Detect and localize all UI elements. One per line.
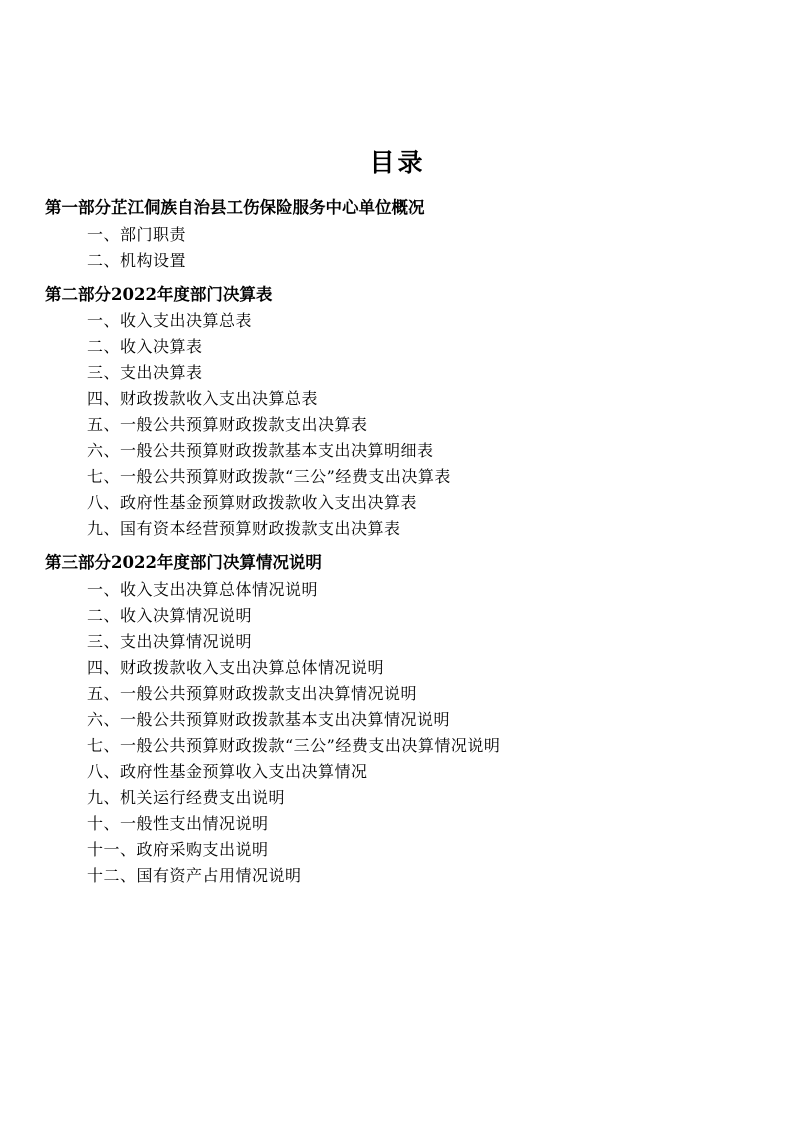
toc-entry[interactable]: 五、一般公共预算财政拨款支出决算表 (87, 415, 368, 434)
toc-section-heading[interactable]: 第三部分2022年度部门决算情况说明 (45, 553, 322, 572)
toc-entry[interactable]: 一、收入支出决算总体情况说明 (87, 579, 319, 599)
toc-entry[interactable]: 九、国有资本经营预算财政拨款支出决算表 (87, 519, 401, 538)
toc-entry[interactable]: 十一、政府采购支出说明 (87, 839, 269, 859)
toc-entry[interactable]: 十二、国有资产占用情况说明 (87, 865, 302, 885)
toc-entry[interactable]: 二、收入决算表 (87, 337, 203, 356)
toc-entry[interactable]: 四、财政拨款收入支出决算总表 (87, 389, 319, 408)
toc-entry[interactable]: 三、支出决算情况说明 (87, 631, 253, 651)
toc-entry[interactable]: 四、财政拨款收入支出决算总体情况说明 (87, 657, 385, 677)
toc-entry[interactable]: 五、一般公共预算财政拨款支出决算情况说明 (87, 683, 418, 703)
toc-entry[interactable]: 十、一般性支出情况说明 (87, 813, 269, 833)
toc-entry[interactable]: 一、部门职责 (87, 224, 187, 244)
toc-entry[interactable]: 九、机关运行经费支出说明 (87, 787, 286, 807)
toc-section-heading[interactable]: 第二部分2022年度部门决算表 (45, 284, 273, 304)
toc-entry[interactable]: 一、收入支出决算总表 (87, 311, 253, 330)
table-of-contents (45, 200, 750, 884)
toc-entry[interactable]: 六、一般公共预算财政拨款基本支出决算情况说明 (87, 709, 451, 729)
toc-entry[interactable]: 七、一般公共预算财政拨款“三公”经费支出决算表 (87, 467, 451, 486)
toc-entry[interactable]: 三、支出决算表 (87, 363, 203, 382)
page-content (45, 0, 750, 894)
toc-entry[interactable]: 二、机构设置 (87, 250, 187, 270)
toc-entry[interactable]: 二、收入决算情况说明 (87, 605, 253, 625)
toc-entry[interactable]: 八、政府性基金预算财政拨款收入支出决算表 (87, 493, 418, 512)
toc-entry[interactable]: 六、一般公共预算财政拨款基本支出决算明细表 (87, 441, 434, 460)
page-title: 目录 (369, 148, 426, 177)
toc-section-heading[interactable]: 第一部分芷江侗族自治县工伤保险服务中心单位概况 (45, 198, 425, 217)
toc-entry[interactable]: 七、一般公共预算财政拨款“三公”经费支出决算情况说明 (87, 735, 501, 755)
toc-entry[interactable]: 八、政府性基金预算收入支出决算情况 (87, 761, 368, 781)
